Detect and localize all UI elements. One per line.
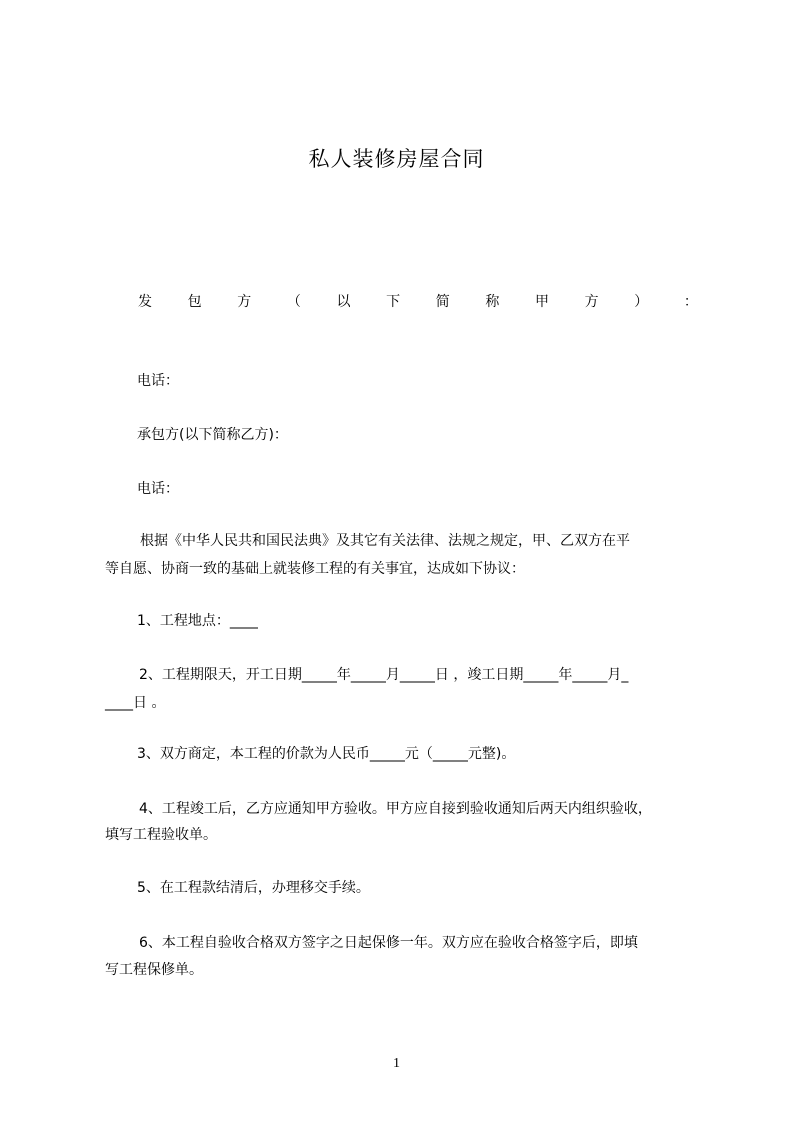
- party-a-char: 包: [187, 294, 202, 310]
- party-b-line: 承包方(以下简称乙方)：: [137, 427, 288, 443]
- party-a-phone: 电话：: [137, 373, 179, 389]
- party-b-phone: 电话：: [137, 481, 179, 497]
- party-a-char: 甲: [535, 294, 549, 310]
- document-title: 私人装修房屋合同: [308, 147, 485, 171]
- party-a-char: 方: [237, 294, 252, 310]
- clause-5-handover: 5、在工程款结清后，办理移交手续。: [137, 880, 370, 896]
- clause-4-line-1: 4、工程竣工后，乙方应通知甲方验收。甲方应自接到验收通知后两天内组织验收，: [139, 801, 652, 817]
- clause-4-line-2: 填写工程验收单。: [105, 827, 217, 843]
- clause-6-line-2: 写工程保修单。: [105, 962, 203, 978]
- page-number: 1: [393, 1056, 400, 1071]
- party-a-char: 下: [386, 294, 401, 310]
- clause-1-location: 1、工程地点：____: [137, 613, 258, 629]
- clause-2-line-2: ____日 。: [105, 695, 166, 711]
- party-a-char: ：: [683, 294, 698, 310]
- party-a-char: 发: [138, 294, 152, 310]
- party-a-char: 称: [485, 294, 500, 310]
- party-a-char: （: [286, 294, 301, 310]
- clause-6-line-1: 6、本工程自验收合格双方签字之日起保修一年。双方应在验收合格签字后，即填: [139, 935, 638, 951]
- party-a-char: ）: [634, 294, 649, 310]
- party-a-char: 以: [336, 294, 351, 310]
- clause-2-line-1: 2、工程期限天，开工日期_____年_____月_____日 ，竣工日期_____年_____月_: [139, 667, 629, 683]
- intro-paragraph-line-1: 根据《中华人民共和国民法典》及其它有关法律、法规之规定，甲、乙双方在平: [140, 533, 630, 549]
- party-a-char: 方: [584, 294, 599, 310]
- party-a-line: [138, 291, 698, 311]
- party-a-char: 简: [435, 294, 450, 310]
- intro-paragraph-line-2: 等自愿、协商一致的基础上就装修工程的有关事宜，达成如下协议：: [105, 561, 525, 577]
- clause-3-price: 3、双方商定，本工程的价款为人民币_____元（_____元整)。: [137, 746, 516, 762]
